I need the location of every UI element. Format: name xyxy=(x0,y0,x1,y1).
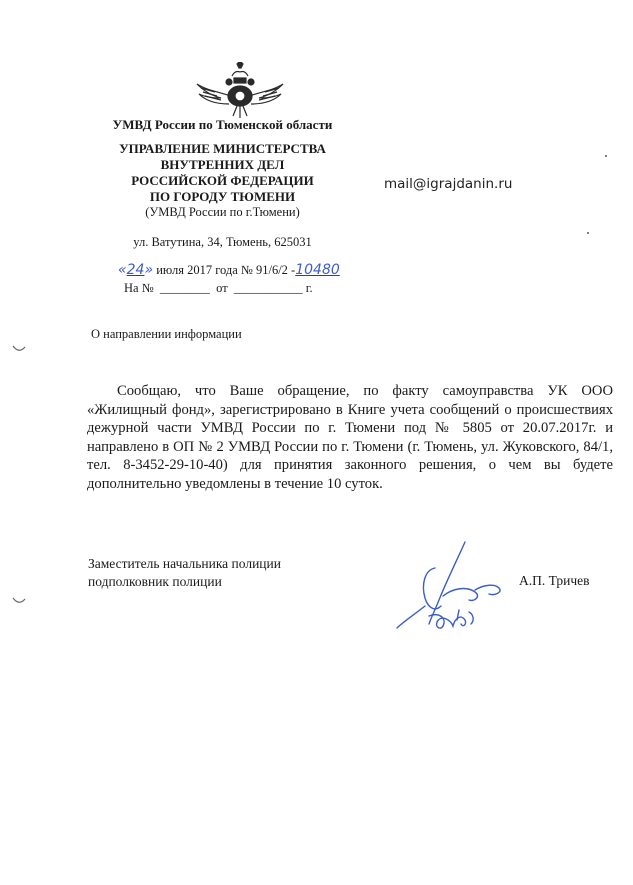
double-headed-eagle-icon xyxy=(195,62,285,120)
punch-hole-mark xyxy=(12,597,26,605)
reference-line: На № ________ от ___________ г. xyxy=(124,281,313,295)
address: ул. Ватутина, 34, Тюмень, 625031 xyxy=(133,235,312,249)
top-title: УМВД России по Тюменской области xyxy=(112,117,333,132)
quote-open: « xyxy=(118,262,127,278)
signer-position-line: подполковник полиции xyxy=(88,574,222,589)
handwritten-day: 24 xyxy=(126,262,145,278)
scan-speck xyxy=(605,155,607,157)
date-text: июля 2017 года № 91/6/2 - xyxy=(153,263,296,277)
quote-close: » xyxy=(144,262,154,278)
department-short: (УМВД России по г.Тюмени) xyxy=(145,205,300,219)
department-line: УПРАВЛЕНИЕ МИНИСТЕРСТВА xyxy=(119,141,326,156)
signer-position-line: Заместитель начальника полиции xyxy=(88,556,281,571)
punch-hole-mark xyxy=(12,345,26,353)
body-paragraph: Сообщаю, что Ваше обращение, по факту самоуправства УК ООО «Жилищный фонд», зарегистрировано в Книге учета сообщений о происшествиях дежурной части УМВД России по г. Тюмени под № 5805 от 20.07.2017г. и направлено в ОП № 2 УМВД России по г. Тюмени (г. Тюмень, ул. Жуковского, 84/1, тел. 8-3452-29-10-40) для принятия законного решения, о чем вы будете дополнительно уведомлены в течение 10 суток. xyxy=(87,383,613,492)
handwritten-signature xyxy=(395,540,510,635)
department-line: ПО ГОРОДУ ТЮМЕНИ xyxy=(149,189,296,204)
department-name xyxy=(95,141,350,205)
scan-speck xyxy=(587,232,589,234)
registration-date xyxy=(118,262,340,278)
signer-position xyxy=(88,555,281,591)
department-line: ВНУТРЕННИХ ДЕЛ xyxy=(160,157,285,172)
recipient-email: mail@igrajdanin.ru xyxy=(384,176,513,192)
signer-name: А.П. Тричев xyxy=(519,573,590,588)
subject: О направлении информации xyxy=(91,327,242,341)
department-line: РОССИЙСКОЙ ФЕДЕРАЦИИ xyxy=(131,173,314,188)
handwritten-number: 10480 xyxy=(295,262,340,278)
